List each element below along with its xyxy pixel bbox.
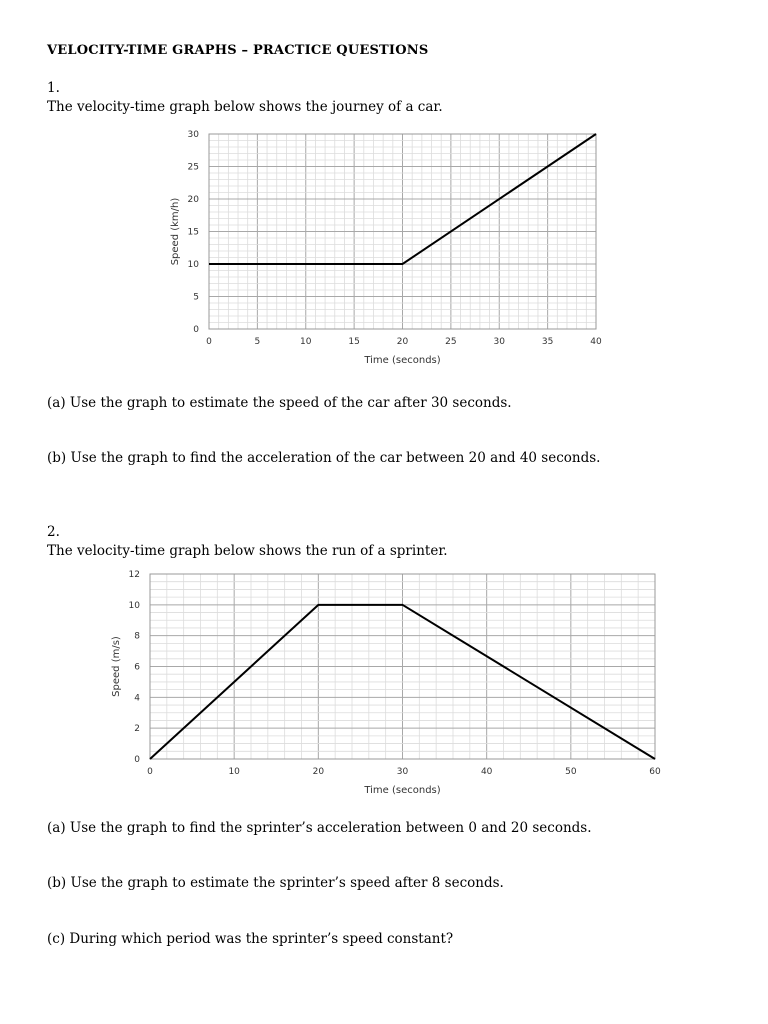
question-1-number: 1. — [47, 80, 60, 96]
y-axis-label: Speed (km/h) — [170, 197, 181, 266]
question-1-intro: The velocity-time graph below shows the journey of a car. — [47, 99, 443, 115]
x-tick-label: 50 — [565, 767, 577, 777]
x-axis-label: Time (seconds) — [364, 785, 441, 796]
question-2-intro: The velocity-time graph below shows the run of a sprinter. — [47, 543, 448, 559]
question-2-part-b: (b) Use the graph to estimate the sprinter’s speed after 8 seconds. — [47, 875, 504, 891]
y-tick-label: 20 — [187, 195, 199, 205]
y-tick-label: 10 — [128, 600, 140, 611]
question-2-part-c: (c) During which period was the sprinter’s speed constant? — [47, 931, 454, 947]
question-1-part-b: (b) Use the graph to find the acceleration of the car between 20 and 40 seconds. — [47, 450, 601, 466]
y-tick-label: 0 — [193, 325, 199, 335]
y-tick-label: 4 — [134, 693, 140, 704]
x-axis-label: Time (seconds) — [364, 355, 441, 366]
x-tick-label: 0 — [147, 767, 153, 777]
x-tick-label: 30 — [493, 337, 505, 347]
x-tick-label: 30 — [396, 767, 409, 777]
x-tick-label: 35 — [541, 337, 554, 347]
y-tick-label: 2 — [134, 724, 140, 735]
y-tick-label: 30 — [187, 130, 199, 140]
y-axis-label: Speed (m/s) — [111, 636, 122, 697]
y-tick-label: 25 — [187, 162, 199, 173]
y-tick-label: 0 — [134, 755, 140, 765]
y-tick-label: 15 — [187, 227, 199, 238]
x-tick-label: 0 — [206, 337, 212, 347]
y-tick-label: 10 — [187, 260, 199, 270]
y-tick-label: 8 — [134, 631, 140, 642]
page-title: VELOCITY-TIME GRAPHS – PRACTICE QUESTIONS — [47, 43, 429, 58]
y-tick-label: 6 — [134, 662, 140, 673]
x-tick-label: 20 — [312, 767, 325, 777]
x-tick-label: 15 — [348, 337, 360, 347]
x-tick-label: 10 — [300, 337, 312, 347]
x-tick-label: 20 — [396, 337, 409, 347]
question-1-part-a: (a) Use the graph to estimate the speed of the car after 30 seconds. — [47, 395, 512, 411]
y-tick-label: 12 — [128, 570, 140, 580]
x-tick-label: 40 — [480, 767, 493, 777]
x-tick-label: 10 — [228, 767, 240, 777]
x-tick-label: 25 — [445, 337, 457, 347]
x-tick-label: 5 — [254, 337, 261, 347]
y-tick-label: 5 — [193, 292, 199, 303]
x-tick-label: 40 — [590, 337, 602, 347]
question-2-part-a: (a) Use the graph to find the sprinter’s acceleration between 0 and 20 seconds. — [47, 820, 592, 836]
x-tick-label: 60 — [649, 767, 661, 777]
question-2-number: 2. — [47, 524, 60, 540]
